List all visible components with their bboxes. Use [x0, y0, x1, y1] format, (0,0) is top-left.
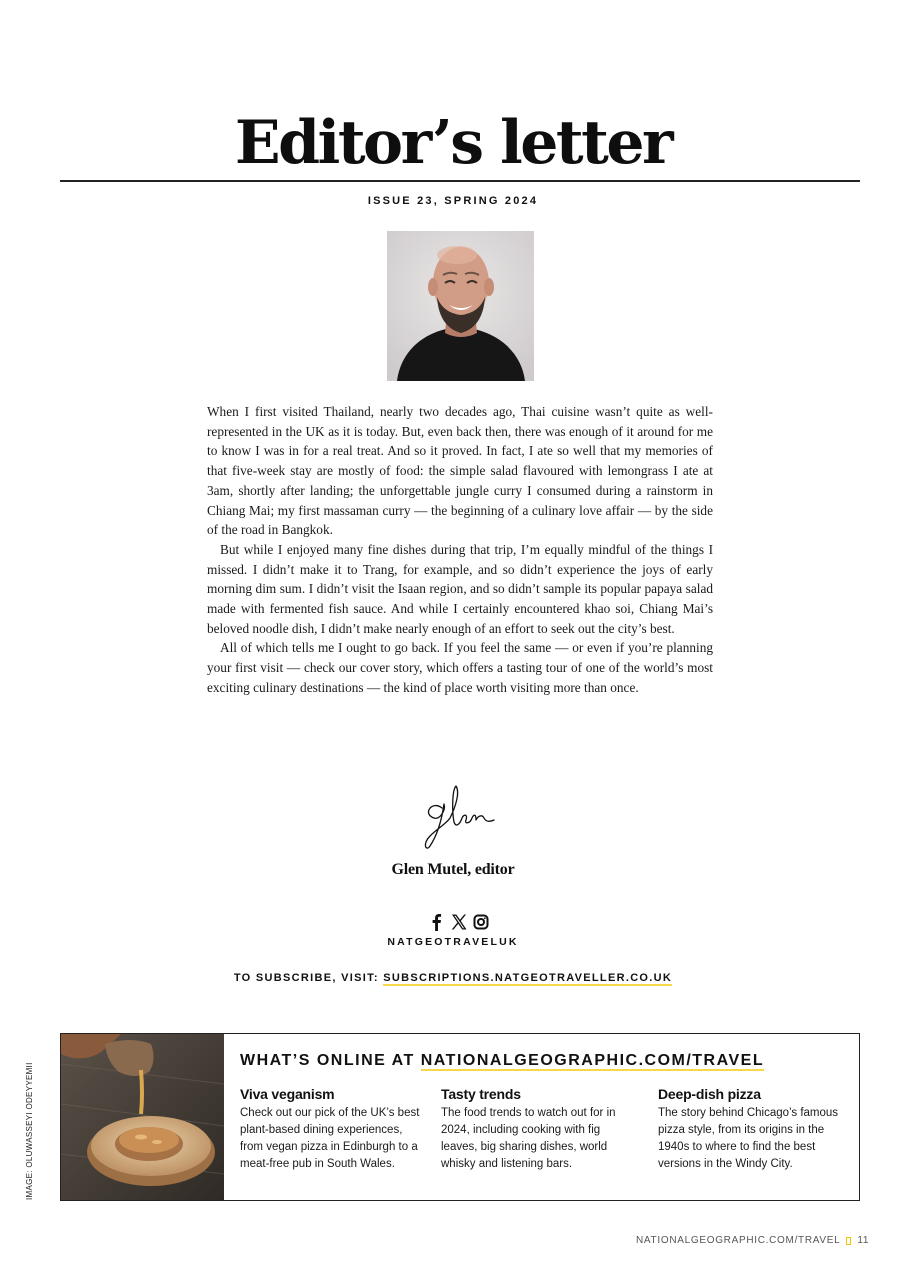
food-photo: [61, 1034, 224, 1200]
page-footer: [636, 1235, 869, 1246]
online-item-title: Tasty trends: [441, 1086, 521, 1102]
online-heading-link[interactable]: NATIONALGEOGRAPHIC.COM/TRAVEL: [420, 1052, 765, 1069]
subscribe-link[interactable]: SUBSCRIPTIONS.NATGEOTRAVELLER.CO.UK: [383, 972, 673, 984]
online-item-text: The food trends to watch out for in 2024, including cooking with fig leaves, big sharing dishes, world whisky and listening bars.: [441, 1107, 616, 1170]
online-item-title: Deep-dish pizza: [658, 1086, 761, 1102]
online-item[interactable]: [441, 1086, 621, 1173]
subscribe-prefix: TO SUBSCRIBE, VISIT:: [233, 972, 384, 984]
letter-body: [207, 402, 713, 698]
social-handle: NATGEOTRAVELUK: [387, 936, 519, 948]
online-item[interactable]: [240, 1086, 426, 1173]
page-number: 11: [857, 1235, 870, 1246]
letter-paragraph: But while I enjoyed many fine dishes during that trip, I’m equally mindful of the things I missed. I didn’t make it to Trang, for example, and so didn’t experience the joys of early morning dim sum. I didn’t visit the Isaan region, and so didn’t sample its popular papaya salad made with fermented fish sauce. And while I certainly encountered khao soi, Chiang Mai’s beloved noodle dish, I didn’t make nearly enough of an effort to seek out the city’s best.: [207, 541, 713, 636]
online-item-title: Viva veganism: [240, 1086, 335, 1102]
online-item-text: Check out our pick of the UK’s best plant-based dining experiences, from vegan pizza in Edinburgh to a meat-free pub in South Wales.: [240, 1107, 420, 1170]
footer-marker-icon: [846, 1237, 851, 1245]
image-credit: IMAGE: OLUWASSEYI ODEYYEMII: [25, 1062, 34, 1200]
footer-url[interactable]: NATIONALGEOGRAPHIC.COM/TRAVEL: [636, 1235, 841, 1246]
instagram-icon[interactable]: [473, 913, 489, 931]
issue-label: ISSUE 23, SPRING 2024: [367, 195, 539, 207]
online-heading-prefix: WHAT’S ONLINE AT: [240, 1052, 421, 1069]
page-title: Editor’s letter: [234, 108, 672, 178]
social-links: [427, 911, 491, 933]
online-item[interactable]: [658, 1086, 850, 1173]
editor-portrait: [387, 231, 534, 381]
editor-name: Glen Mutel, editor: [391, 861, 515, 878]
title-divider: [60, 180, 860, 182]
whats-online-panel: [60, 1033, 860, 1201]
online-item-text: The story behind Chicago’s famous pizza style, from its origins in the 1940s to where to find the best versions in the Windy City.: [658, 1107, 839, 1170]
editor-signature: [418, 778, 500, 852]
online-heading: [240, 1052, 764, 1070]
facebook-icon[interactable]: [429, 913, 445, 931]
letter-paragraph: All of which tells me I ought to go back. If you feel the same — or even if you’re planning your first visit — check our cover story, which offers a tasting tour of one of the world’s most exciting culinary destinations — the kind of place worth visiting more than once.: [207, 640, 713, 695]
letter-paragraph: When I first visited Thailand, nearly two decades ago, Thai cuisine wasn’t quite as well-represented in the UK as it is today. But, even back then, there was enough of it around for me to know I was in for a real treat. And so it proved. In fact, I ate so well that my memories of that five-week stay are mostly of food: the simple salad flavoured with lemongrass I ate at 3am, shortly after landing; the unforgettable jungle curry I consumed during a rainstorm in Chiang Mai; my first massaman curry — the beginning of a culinary love affair — by the side of the road in Bangkok.: [207, 404, 713, 538]
x-icon[interactable]: [451, 913, 467, 931]
subscribe-line: [0, 972, 906, 984]
